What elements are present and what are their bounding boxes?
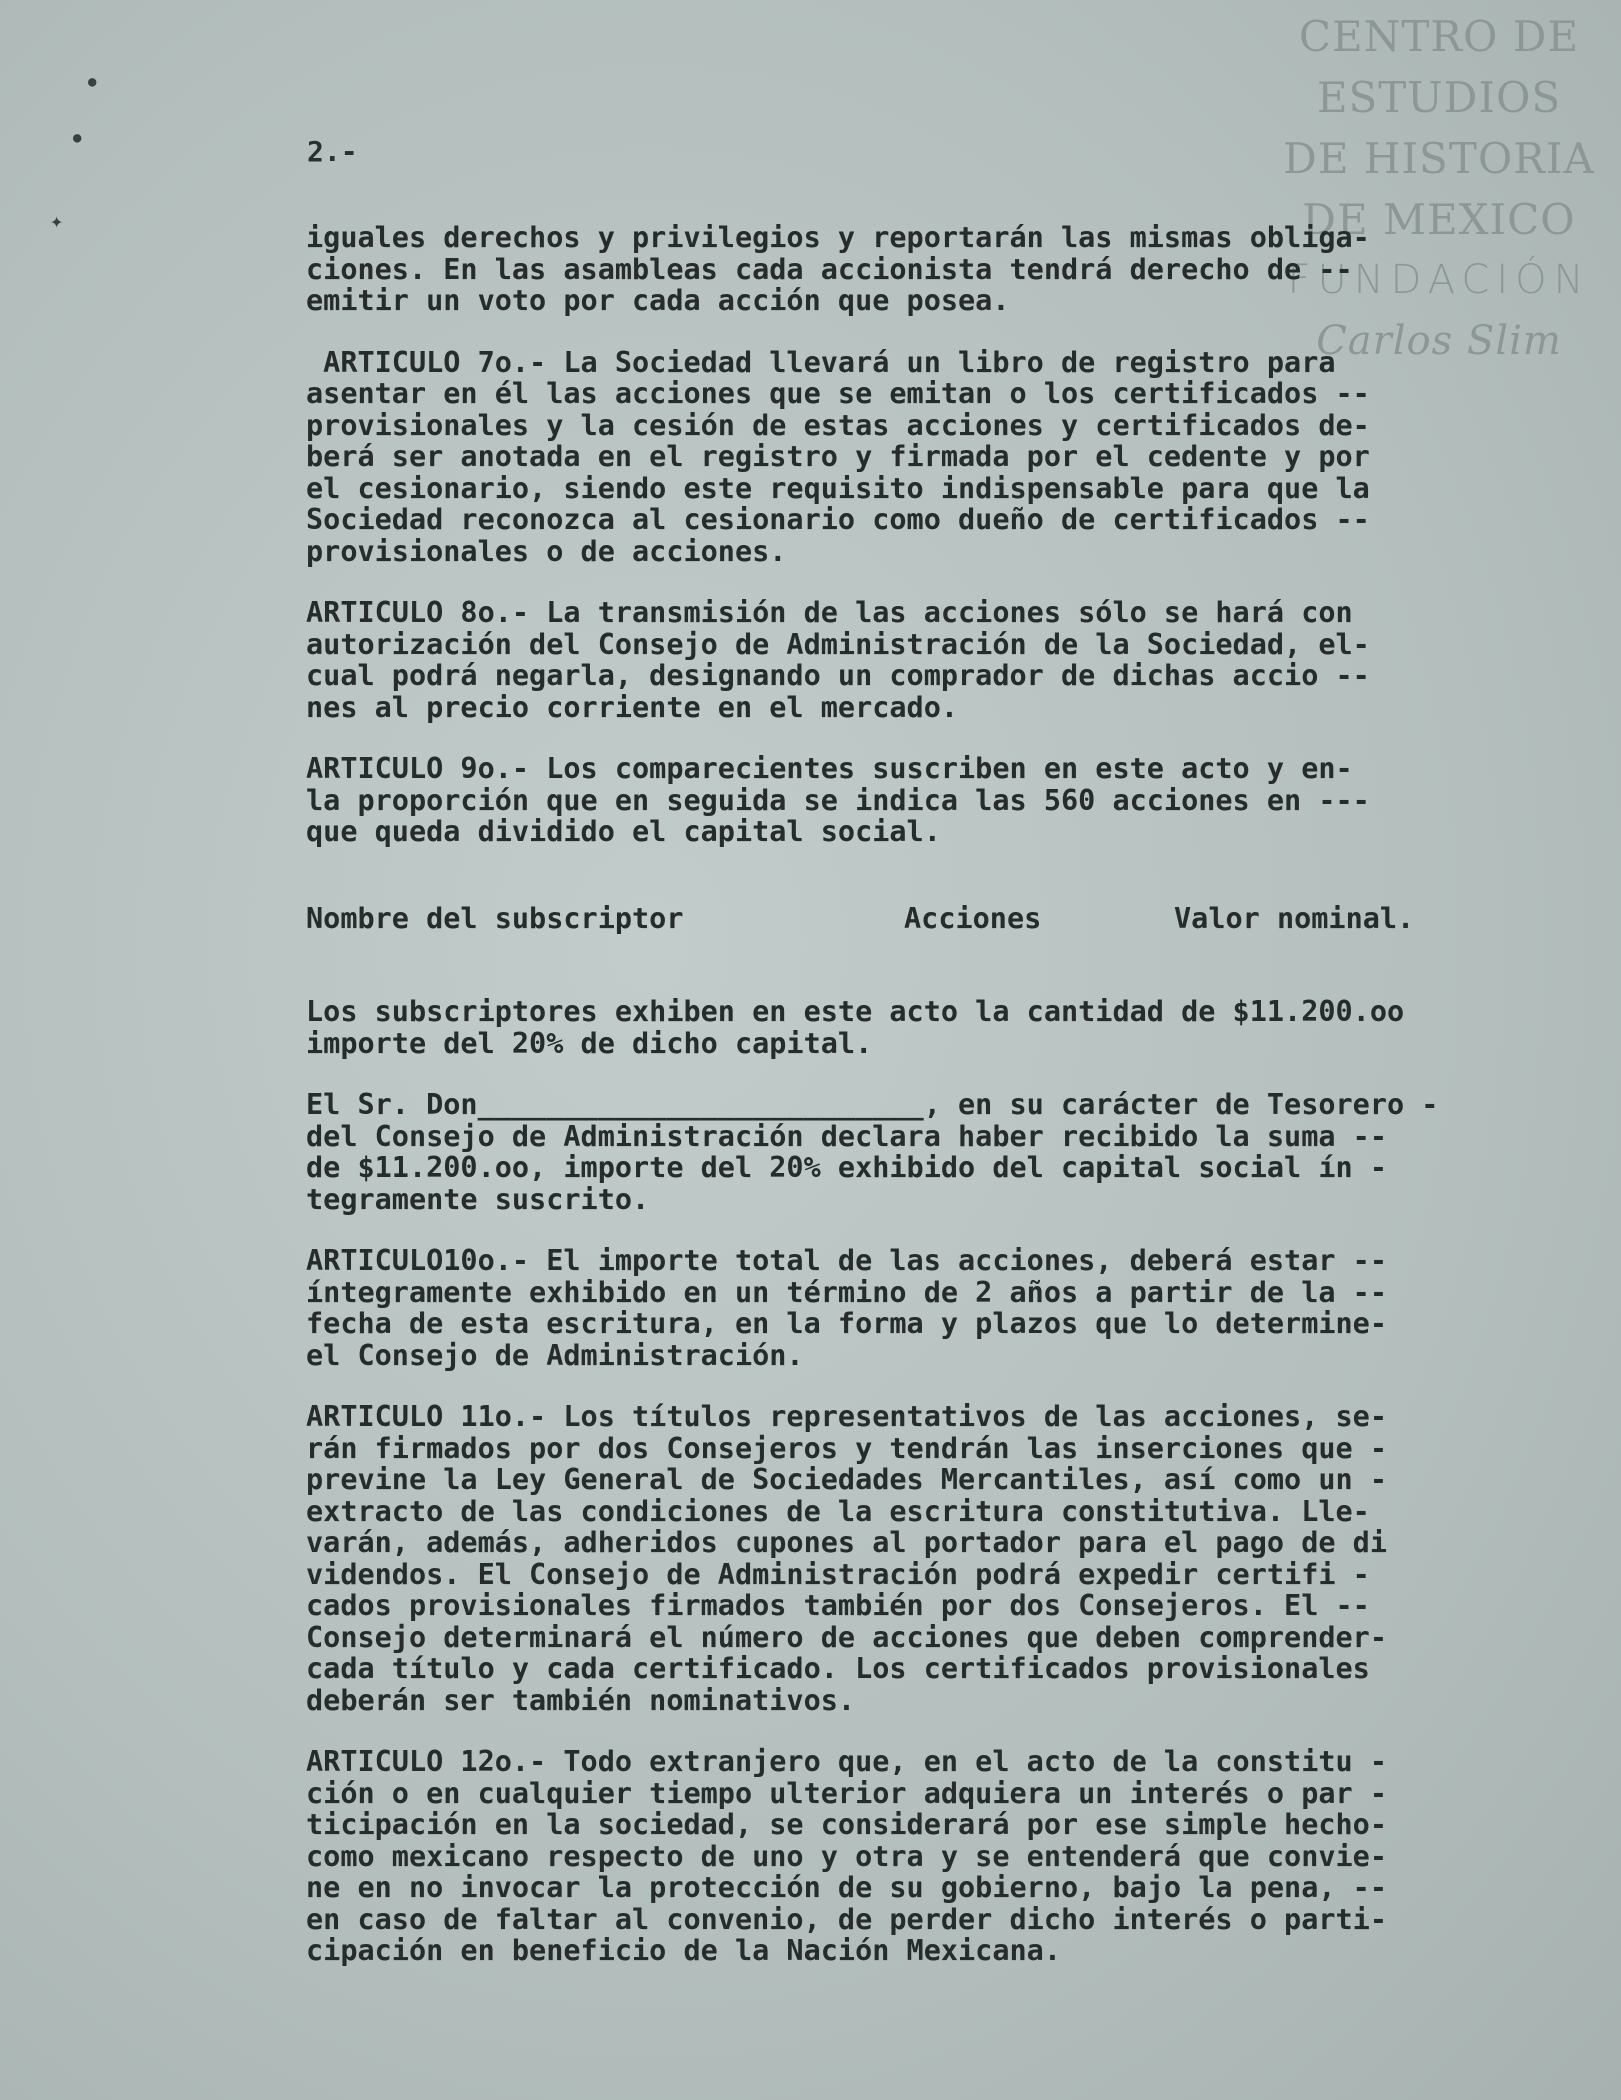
paragraph-continuation: iguales derechos y privilegios y reportarán las mismas obliga- ciones. En las asambleas cada accionista tendrá derecho de -- emitir un voto por cada acción que posea. bbox=[306, 221, 1370, 317]
column-header-shares: Acciones bbox=[904, 902, 1042, 935]
document-body bbox=[306, 222, 1521, 878]
article-12: ARTICULO 12o.- Todo extranjero que, en el acto de la constitu - ción o en cualquier tiempo ulterior adquiera un interés o par - ticipación en la sociedad, se considerará por ese simple hecho- como mexicano respecto de uno y otra y se entenderá que convie- ne en no invocar la protección de su gobierno, bajo la pena, -- en caso de faltar al convenio, de perder dicho interés o parti- cipación en beneficio de la Nación Mexicana. bbox=[306, 1745, 1387, 1967]
subscribers-paragraph: Los subscriptores exhiben en este acto la cantidad de $11.200.oo importe del 20% de dicho capital. bbox=[306, 995, 1405, 1060]
treasurer-paragraph: El Sr. Don__________________________, en su carácter de Tesorero - del Consejo de Administración declara haber recibido la suma -- de $11.200.oo, importe del 20% exhibido del capital social ín - tegramente suscrito. bbox=[306, 1088, 1439, 1216]
article-10: ARTICULO10o.- El importe total de las acciones, deberá estar -- íntegramente exhibido en un término de 2 años a partir de la -- fecha de esta escritura, en la forma y plazos que lo determine- el Consejo de Administración. bbox=[306, 1244, 1387, 1372]
stamp-line: DE HISTORIA bbox=[1283, 134, 1595, 183]
stamp-line: DE MEXICO bbox=[1302, 195, 1576, 244]
stamp-line: ESTUDIOS bbox=[1316, 73, 1562, 122]
stamp-signature: Carlos Slim bbox=[1316, 318, 1562, 364]
punch-mark: ● bbox=[88, 74, 97, 90]
subscriber-table-header bbox=[306, 902, 1506, 935]
article-9: ARTICULO 9o.- Los comparecientes suscriben en este acto y en- la proporción que en seguida se indica las 560 acciones en --- que queda dividido el capital social. bbox=[306, 752, 1370, 848]
page-number: 2.- bbox=[307, 135, 358, 168]
punch-mark: ● bbox=[73, 130, 82, 146]
article-11: ARTICULO 11o.- Los títulos representativos de las acciones, se- rán firmados por dos Consejeros y tendrán las inserciones que - previne la Ley General de Sociedades Mercantiles, así como un - extracto de las condiciones de la escritura constitutiva. Lle- varán, además, adheridos cupones al portador para el pago de di videndos. El Consejo de Administración podrá expedir certifi - cados provisionales firmados también por dos Consejeros. El -- Consejo determinará el número de acciones que deben comprender- cada título y cada certificado. Los certificados provisionales deberán ser también nominativos. bbox=[306, 1400, 1387, 1717]
punch-mark: ✦ bbox=[50, 209, 64, 234]
article-8: ARTICULO 8o.- La transmisión de las acciones sólo se hará con autorización del Consejo de Administración de la Sociedad, el- cual podrá negarla, designando un comprador de dichas accio -- nes al precio corriente en el mercado. bbox=[306, 596, 1370, 724]
stamp-line: FUNDACIÓN bbox=[1287, 257, 1591, 303]
stamp-line: CENTRO DE bbox=[1298, 12, 1580, 61]
column-header-name: Nombre del subscriptor bbox=[306, 902, 684, 935]
document-body-continued bbox=[306, 996, 1521, 1997]
column-header-value: Valor nominal. bbox=[1174, 902, 1415, 935]
article-7: ARTICULO 7o.- La Sociedad llevará un libro de registro para asentar en él las acciones que se emitan o los certificados -- provisionales y la cesión de estas acciones y certificados de- berá ser anotada en el registro y firmada por el cedente y por el cesionario, siendo este requisito indispensable para que la Sociedad reconozca al cesionario como dueño de certificados -- provisionales o de acciones. bbox=[306, 345, 1370, 568]
